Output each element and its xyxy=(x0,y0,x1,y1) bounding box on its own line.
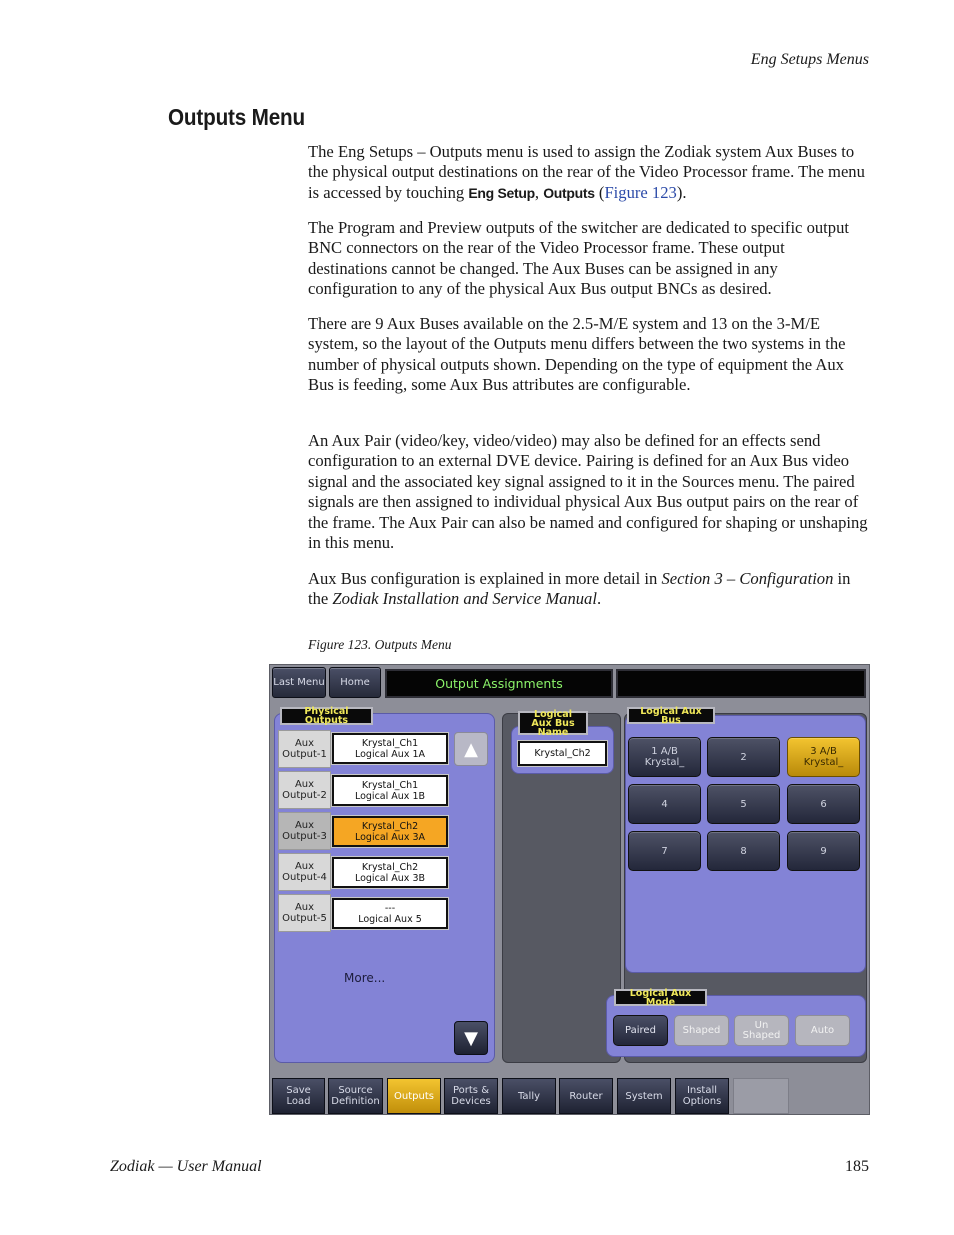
status-field xyxy=(616,669,866,698)
logical-aux-mode-label: Logical Aux Mode xyxy=(614,989,707,1006)
aux-bus-button-9[interactable] xyxy=(787,831,860,871)
section-ref: Section 3 – Configuration xyxy=(661,569,834,588)
logical-aux-bus-label: Logical Aux Bus xyxy=(627,707,715,724)
p1-text: The Eng Setups – Outputs menu is used to assign the Zodiak system Aux Buses to the physical output destinations on the rear of the Video Processor frame. The menu is accessed by touching xyxy=(308,142,865,202)
p5-period: . xyxy=(596,589,602,609)
assign-line1: Krystal_Ch2 xyxy=(361,861,419,873)
aux-output-4-assign-button[interactable] xyxy=(332,857,448,888)
aux-line2: Krystal_ xyxy=(803,757,844,768)
aux-line1: 9 xyxy=(820,845,827,857)
aux-bus-button-8[interactable] xyxy=(707,831,780,871)
tab-ports-devices[interactable]: Ports & Devices xyxy=(444,1078,498,1114)
aux-bus-button-5[interactable] xyxy=(707,784,780,824)
page-number: 185 xyxy=(845,1158,869,1175)
paired-button[interactable]: Paired xyxy=(613,1015,668,1046)
aux-output-3-label: Aux Output-3 xyxy=(278,812,331,850)
p3-text: There are 9 Aux Buses available on the 2.5-M/E system and 13 on the 3-M/E system, so the layout of the Outputs menu differs between the two systems in the number of physical outputs shown. Depending on the type of equipment the Aux Bus is feeding, some Aux Bus attributes are configurable. xyxy=(308,314,846,395)
p1-paren-open: ( xyxy=(594,182,605,202)
manual-ref: Zodiak Installation and Service Manual xyxy=(332,589,597,609)
aux-output-1-assign-button[interactable] xyxy=(332,733,448,764)
assign-line2: Logical Aux 5 xyxy=(358,913,422,925)
aux-output-1-label: Aux Output-1 xyxy=(278,730,331,768)
p1-paren-close: ). xyxy=(676,182,687,202)
scroll-down-button[interactable] xyxy=(454,1021,488,1055)
body-paragraph-3 xyxy=(308,314,868,396)
tab-source-definition[interactable]: Source Definition xyxy=(328,1078,383,1114)
aux-line1: 5 xyxy=(740,798,747,810)
aux-bus-button-7[interactable] xyxy=(628,831,701,871)
logical-aux-bus-name-label: Logical Aux Bus Name xyxy=(518,711,588,735)
scroll-up-button[interactable] xyxy=(454,732,488,766)
figure-link[interactable]: Figure 123 xyxy=(604,182,677,202)
aux-line1: 1 A/B xyxy=(651,746,678,757)
aux-output-3-assign-button[interactable] xyxy=(332,816,448,847)
footer-title: Zodiak — User Manual xyxy=(110,1158,262,1175)
last-menu-button[interactable]: Last Menu xyxy=(272,667,326,698)
tab-tally[interactable]: Tally xyxy=(502,1078,556,1114)
aux-output-4-label: Aux Output-4 xyxy=(278,853,331,891)
aux-bus-button-1[interactable] xyxy=(628,737,701,777)
aux-bus-button-3[interactable] xyxy=(787,737,860,777)
menu-ref-eng-setup: Eng Setup xyxy=(468,184,535,201)
p5-text-2: in the xyxy=(308,569,851,609)
aux-line1: 4 xyxy=(661,798,668,810)
aux-output-2-label: Aux Output-2 xyxy=(278,771,331,809)
more-link[interactable]: More... xyxy=(344,971,386,985)
home-button[interactable]: Home xyxy=(329,667,381,698)
assign-line1: Krystal_Ch2 xyxy=(361,820,419,832)
p4-text: An Aux Pair (video/key, video/video) may also be defined for an effects send configuration to an external DVE device. Pairing is defined for an Aux Bus video signal and the associated key signal assigned to it in the Sources menu. The paired signals are then assigned to individual physical Aux Bus output pairs on the rear of the frame. The Aux Pair can also be named and configured for shaping or unshaping in this menu. xyxy=(308,431,868,553)
assign-line2: Logical Aux 1A xyxy=(354,748,426,760)
up-arrow-icon: ▲ xyxy=(464,738,478,760)
assign-line1: Krystal_Ch1 xyxy=(361,737,419,749)
assign-line2: Logical Aux 1B xyxy=(354,790,426,802)
aux-output-2-assign-button[interactable] xyxy=(332,775,448,806)
outputs-menu-screenshot xyxy=(269,664,870,1115)
aux-line1: 8 xyxy=(740,845,747,857)
down-arrow-icon: ▼ xyxy=(464,1027,478,1049)
aux-output-5-assign-button[interactable] xyxy=(332,898,448,929)
physical-outputs-label: Physical Outputs xyxy=(280,707,373,725)
body-paragraph-5 xyxy=(308,569,868,610)
aux-line1: 7 xyxy=(661,845,668,857)
tab-system[interactable]: System xyxy=(617,1078,671,1114)
shaped-button[interactable]: Shaped xyxy=(674,1015,729,1046)
tab-router[interactable]: Router xyxy=(559,1078,613,1114)
aux-bus-button-4[interactable] xyxy=(628,784,701,824)
aux-output-5-label: Aux Output-5 xyxy=(278,894,331,932)
bus-name-value: Krystal_Ch2 xyxy=(534,748,591,759)
p1-separator: , xyxy=(534,182,544,202)
assign-line2: Logical Aux 3A xyxy=(354,831,426,843)
tab-save-load[interactable]: Save Load xyxy=(272,1078,325,1114)
assign-line1: Krystal_Ch1 xyxy=(361,779,419,791)
menu-title: Output Assignments xyxy=(385,669,613,698)
aux-bus-button-6[interactable] xyxy=(787,784,860,824)
aux-line1: 3 A/B xyxy=(810,746,837,757)
body-paragraph-4 xyxy=(308,431,868,553)
assign-line2: Logical Aux 3B xyxy=(354,872,426,884)
aux-line1: 6 xyxy=(820,798,827,810)
section-title: Outputs Menu xyxy=(168,104,305,130)
assign-line1: --- xyxy=(384,902,396,914)
p5-text: Aux Bus configuration is explained in more detail in xyxy=(308,569,662,588)
p2-text: The Program and Preview outputs of the switcher are dedicated to specific output BNC connectors on the rear of the Video Processor frame. These output destinations cannot be changed. The Aux Buses can be assigned in any configuration to any of the physical Aux Bus output BNCs as desired. xyxy=(308,218,849,299)
body-paragraph-1 xyxy=(308,142,868,203)
running-head: Eng Setups Menus xyxy=(750,51,869,68)
figure-caption: Figure 123. Outputs Menu xyxy=(308,637,452,652)
auto-button[interactable]: Auto xyxy=(795,1015,850,1046)
aux-line2: Krystal_ xyxy=(644,757,685,768)
menu-ref-outputs: Outputs xyxy=(543,184,595,201)
aux-bus-button-2[interactable] xyxy=(707,737,780,777)
body-paragraph-2 xyxy=(308,218,868,300)
logical-aux-bus-name-field[interactable] xyxy=(518,741,607,766)
tab-outputs[interactable]: Outputs xyxy=(387,1078,441,1114)
unshaped-button[interactable]: Un Shaped xyxy=(734,1015,789,1046)
tab-empty-slot xyxy=(733,1078,789,1114)
tab-install-options[interactable]: Install Options xyxy=(675,1078,729,1114)
aux-line1: 2 xyxy=(740,751,747,763)
